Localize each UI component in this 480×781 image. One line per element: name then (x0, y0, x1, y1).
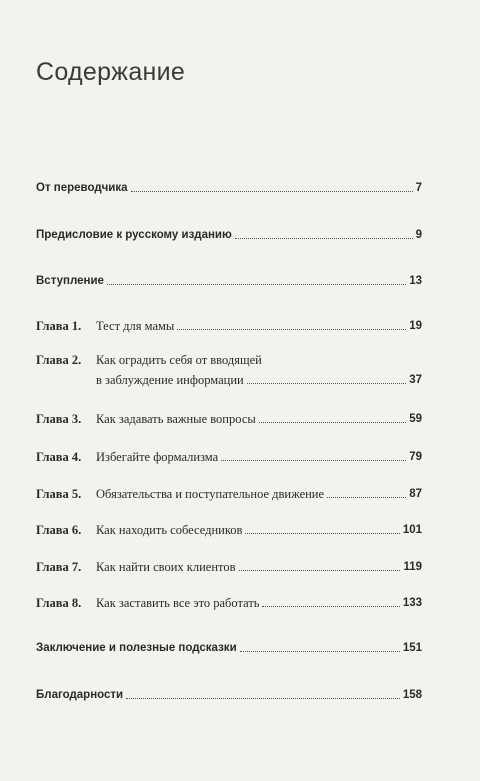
dot-leader (245, 533, 399, 534)
chapter-title: в заблуждение информации (96, 373, 244, 387)
toc-entry-page: 87 (409, 488, 422, 500)
dot-leader (235, 238, 413, 239)
page-title: Содержание (36, 58, 186, 86)
dot-leader (239, 570, 401, 571)
chapter-title: Тест для мамы (96, 319, 175, 333)
chapter-title: Избегайте формализма (96, 450, 219, 464)
toc-entry-page: 79 (409, 451, 422, 463)
dot-leader (107, 284, 406, 285)
toc-entry-page: 151 (402, 642, 422, 654)
toc-entry-page: 13 (409, 275, 422, 287)
chapter-label: Глава 1. (36, 319, 82, 333)
toc-entry-conclusion[interactable] (36, 640, 422, 656)
toc-entry-chapter-8[interactable] (36, 595, 422, 611)
chapter-label: Глава 2. (36, 353, 82, 367)
chapter-title: Как найти своих клиентов (96, 560, 236, 574)
toc-entry-chapter-7[interactable] (36, 559, 422, 575)
toc-entry-title: Вступление (36, 275, 104, 287)
chapter-label: Глава 4. (36, 450, 82, 464)
dot-leader (221, 460, 406, 461)
toc-entry-acknowledgments[interactable] (36, 687, 422, 703)
toc-entry-preface[interactable] (36, 227, 422, 243)
toc-entry-chapter-5[interactable] (36, 486, 422, 502)
chapter-title: Как находить собеседников (96, 523, 243, 537)
dot-leader (259, 422, 406, 423)
toc-entry-page: 119 (403, 561, 422, 573)
toc-entry-page: 7 (415, 182, 422, 194)
toc-entry-chapter-4[interactable] (36, 449, 422, 465)
toc-entry-page: 9 (415, 229, 422, 241)
toc-entry-page: 158 (402, 689, 422, 701)
toc-entry-title: Благодарности (36, 689, 124, 701)
chapter-title: Как заставить все это работать (96, 596, 260, 610)
dot-leader (126, 698, 400, 699)
toc-entry-introduction[interactable] (36, 273, 422, 289)
chapter-label: Глава 7. (36, 560, 82, 574)
chapter-label: Глава 6. (36, 523, 82, 537)
dot-leader (131, 191, 413, 192)
toc-entry-title: Предисловие к русскому изданию (36, 229, 232, 241)
chapter-title: Обязательства и поступательное движение (96, 487, 325, 501)
chapter-label: Глава 8. (36, 596, 82, 610)
toc-entry-page: 37 (409, 374, 422, 386)
toc-entry-page: 101 (402, 524, 422, 536)
dot-leader (327, 497, 406, 498)
toc-entry-title: От переводчика (36, 182, 128, 194)
dot-leader (247, 383, 406, 384)
dot-leader (262, 606, 399, 607)
chapter-label: Глава 3. (36, 412, 82, 426)
dot-leader (240, 651, 400, 652)
chapter-label: Глава 5. (36, 487, 82, 501)
toc-entry-chapter-1[interactable] (36, 318, 422, 334)
dot-leader (177, 329, 406, 330)
toc-entry-chapter-3[interactable] (36, 411, 422, 427)
toc-entry-page: 133 (402, 597, 422, 609)
toc-entry-chapter-2[interactable] (36, 352, 422, 388)
chapter-title: Как задавать важные вопросы (96, 412, 256, 426)
toc-entry-translator[interactable] (36, 180, 422, 196)
chapter-title-line1: Как оградить себя от вводящей (96, 353, 262, 367)
toc-entry-chapter-6[interactable] (36, 522, 422, 538)
toc-entry-title: Заключение и полезные подсказки (36, 642, 237, 654)
toc-entry-page: 19 (409, 320, 422, 332)
toc-entry-page: 59 (409, 413, 422, 425)
